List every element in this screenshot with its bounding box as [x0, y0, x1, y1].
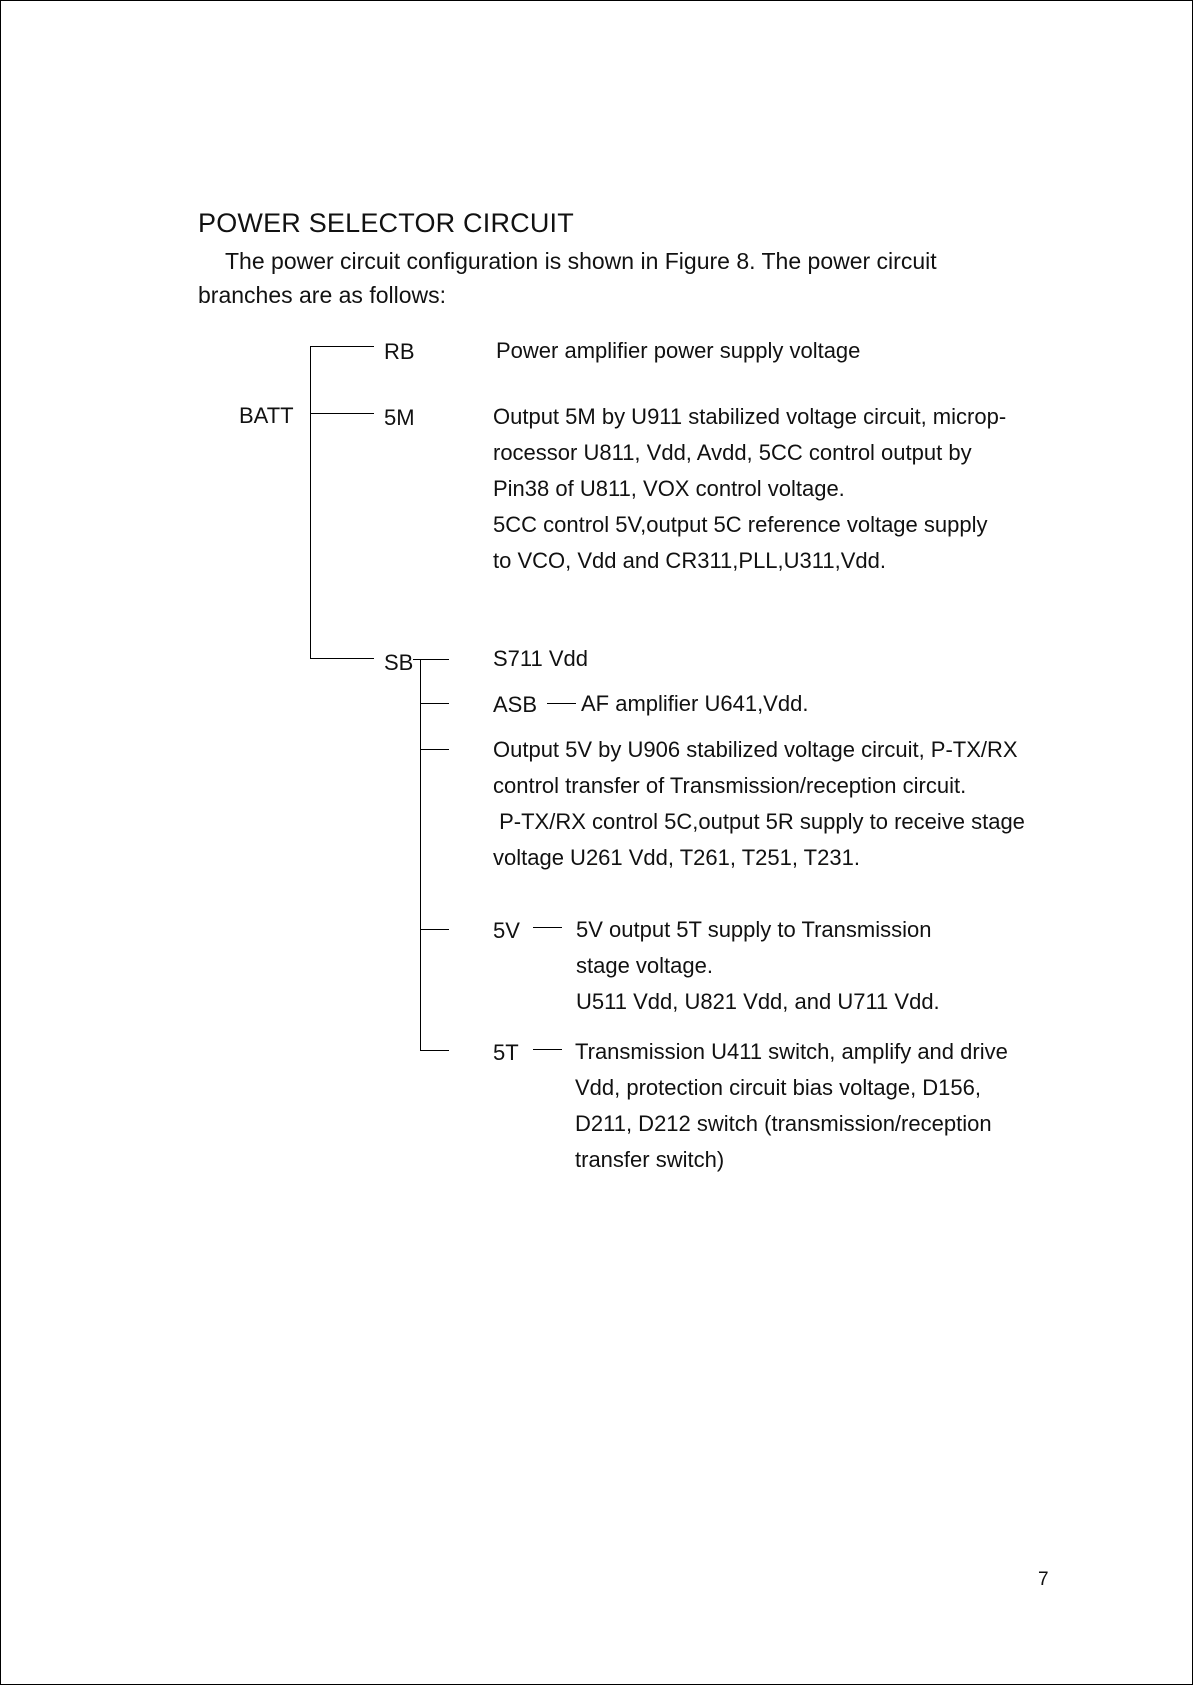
- 5v-dash: [533, 927, 562, 928]
- 5m-desc-line-1: Output 5M by U911 stabilized voltage circuit, microp-: [493, 404, 1007, 429]
- rb-branch-line: [310, 346, 374, 347]
- batt-trunk-line: [310, 346, 311, 659]
- 5m-desc-line-2: rocessor U811, Vdd, Avdd, 5CC control output by: [493, 440, 972, 465]
- 5t-description: [575, 1034, 1008, 1178]
- 5m-description: [493, 399, 1006, 579]
- asb-description: [581, 686, 808, 722]
- asb-dash: [547, 703, 576, 704]
- 5t-desc-line-4: transfer switch): [575, 1147, 725, 1172]
- 5m-branch-line: [310, 413, 374, 414]
- 5v-description: [576, 912, 940, 1020]
- batt-label: BATT: [239, 403, 294, 428]
- intro-paragraph: [198, 244, 937, 312]
- sb-label: SB: [384, 650, 414, 675]
- output5v-desc-line-4: voltage U261 Vdd, T261, T251, T231.: [493, 845, 860, 870]
- 5t-desc-line-2: Vdd, protection circuit bias voltage, D156,: [575, 1075, 982, 1100]
- asb-desc-line: AF amplifier U641,Vdd.: [581, 691, 809, 716]
- 5m-label: 5M: [384, 405, 415, 430]
- s711-description: [493, 641, 588, 677]
- 5t-label: 5T: [493, 1040, 519, 1065]
- 5t-dash: [533, 1049, 562, 1050]
- 5t-desc-line-1: Transmission U411 switch, amplify and drive: [575, 1039, 1008, 1064]
- sb-branch-line: [310, 658, 374, 659]
- 5m-desc-line-3: Pin38 of U811, VOX control voltage.: [493, 476, 845, 501]
- 5v-branch-line: [420, 929, 449, 930]
- output5v-branch-line: [420, 749, 449, 750]
- 5m-desc-line-5: to VCO, Vdd and CR311,PLL,U311,Vdd.: [493, 548, 886, 573]
- 5t-desc-line-3: D211, D212 switch (transmission/reception: [575, 1111, 992, 1136]
- rb-label: RB: [384, 339, 415, 364]
- 5v-label: 5V: [493, 918, 520, 943]
- output5v-desc-line-3: P-TX/RX control 5C,output 5R supply to receive stage: [493, 809, 1025, 834]
- page-title: POWER SELECTOR CIRCUIT: [198, 208, 574, 238]
- 5v-desc-line-3: U511 Vdd, U821 Vdd, and U711 Vdd.: [576, 989, 940, 1014]
- intro-line-1: The power circuit configuration is shown in Figure 8. The power circuit: [225, 248, 937, 274]
- rb-desc-line: Power amplifier power supply voltage: [496, 338, 861, 363]
- intro-line-2: branches are as follows:: [198, 282, 447, 308]
- s711-desc-line: S711 Vdd: [493, 646, 589, 671]
- asb-branch-line: [420, 703, 449, 704]
- 5m-desc-line-4: 5CC control 5V,output 5C reference voltage supply: [493, 512, 988, 537]
- 5v-desc-line-1: 5V output 5T supply to Transmission: [576, 917, 932, 942]
- asb-label: ASB: [493, 692, 538, 717]
- rb-description: [496, 333, 860, 369]
- output5v-description: [493, 732, 1025, 876]
- sb-trunk-line: [420, 659, 421, 1050]
- 5t-branch-line: [420, 1050, 449, 1051]
- s711-branch-line: [420, 659, 449, 660]
- output5v-desc-line-2: control transfer of Transmission/reception circuit.: [493, 773, 967, 798]
- page-number: 7: [1038, 1569, 1049, 1590]
- output5v-desc-line-1: Output 5V by U906 stabilized voltage circuit, P-TX/RX: [493, 737, 1018, 762]
- 5v-desc-line-2: stage voltage.: [576, 953, 713, 978]
